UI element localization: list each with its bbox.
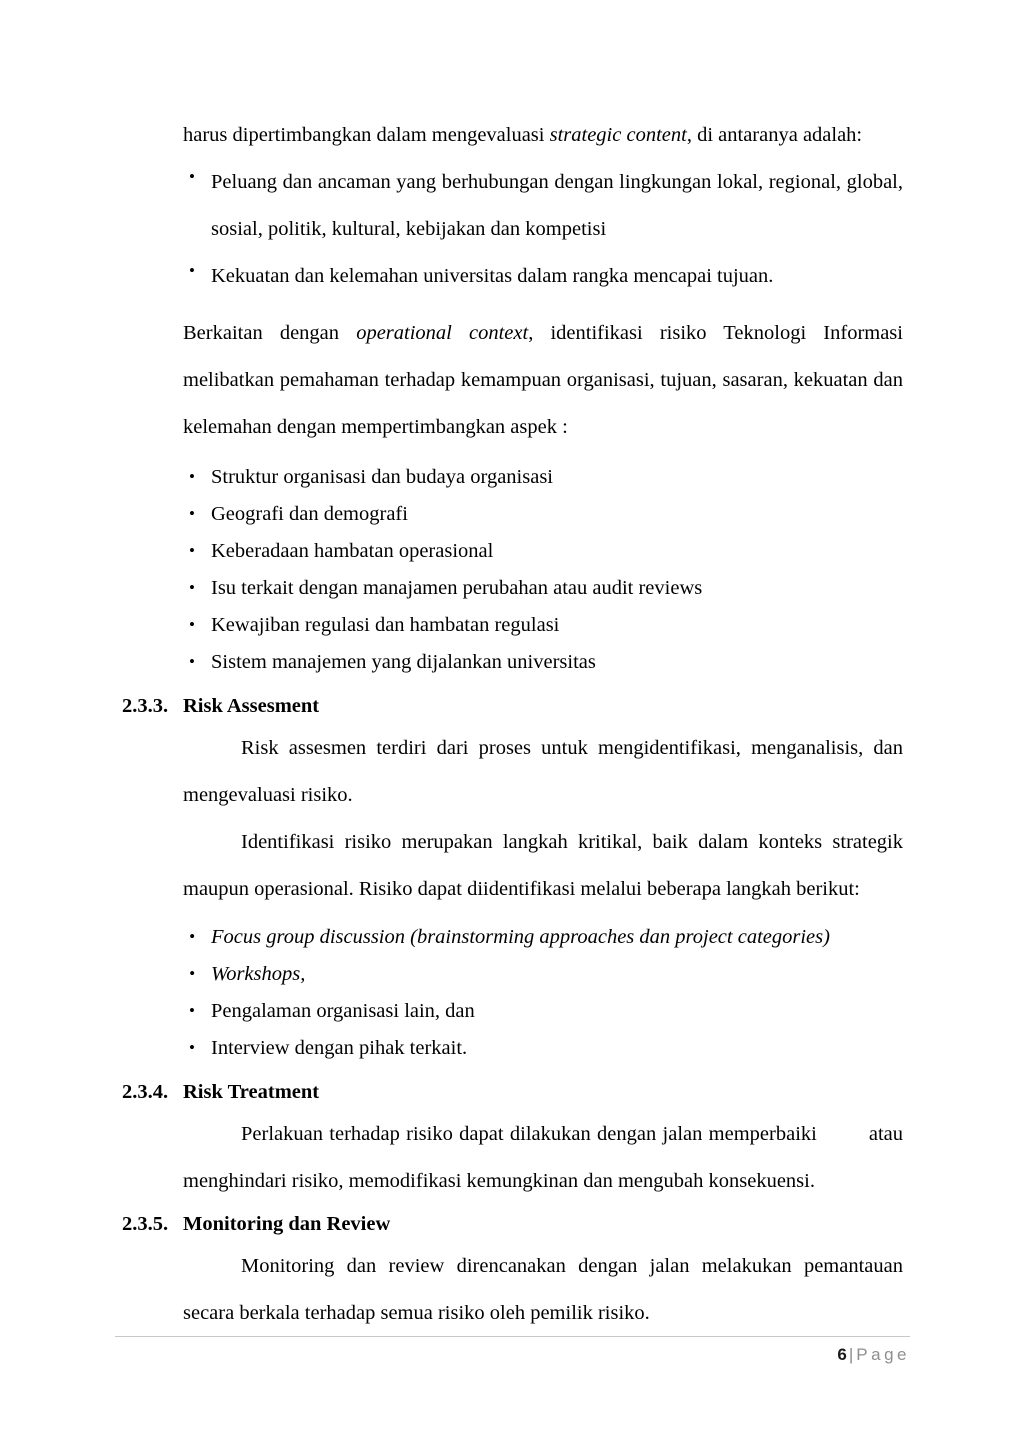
monitoring-review-paragraph: Monitoring dan review direncanakan dengan jalan melakukan pemantauan secara berkala terhadap semua risiko oleh pemilik risiko. [183, 1255, 903, 1324]
risk-assesment-paragraph-1: Risk assesmen terdiri dari proses untuk mengidentifikasi, menganalisis, dan mengevaluasi risiko. [183, 737, 903, 806]
list-item: • Isu terkait dengan manajamen perubahan atau audit reviews [183, 570, 903, 607]
page-content [122, 112, 903, 1337]
footer-page-label: Page [856, 1345, 910, 1364]
list-item: • Kewajiban regulasi dan hambatan regulasi [183, 607, 903, 644]
spacer [183, 300, 903, 310]
list-item: • Workshops, [183, 956, 903, 993]
section-title: Monitoring dan Review [183, 1213, 391, 1235]
page-footer [837, 1341, 910, 1369]
operational-aspects-bullet-list [183, 459, 903, 681]
list-item: • Keberadaan hambatan operasional [183, 533, 903, 570]
intro-paragraph [183, 112, 903, 159]
list-item: • Focus group discussion (brainstorming approaches dan project categories) [183, 919, 903, 956]
operational-text-italic: operational context [356, 322, 529, 344]
operational-text-after: , identifikasi risiko Teknologi Informasi melibatkan pemahaman terhadap kemampuan organisasi, tujuan, sasaran, kekuatan dan kelemahan dengan mempertimbangkan aspek : [183, 322, 903, 438]
list-item: • Geografi dan demografi [183, 496, 903, 533]
section-heading-risk-assesment [122, 687, 903, 725]
section-number: 2.3.3. [122, 695, 169, 717]
risk-identification-bullet-list [183, 919, 903, 1067]
section-heading-monitoring-dan-review [122, 1205, 903, 1243]
intro-text-before: harus dipertimbangkan dalam mengevaluasi [183, 124, 550, 146]
footer-page-number: 6 [837, 1345, 847, 1364]
spacer [183, 451, 903, 459]
list-item: • Sistem manajemen yang dijalankan universitas [183, 644, 903, 681]
list-item: • Pengalaman organisasi lain, dan [183, 993, 903, 1030]
list-item: • Peluang dan ancaman yang berhubungan dengan lingkungan lokal, regional, global, sosial, politik, kultural, kebijakan dan kompetisi [183, 159, 903, 253]
risk-treatment-text-part-2: atau menghindari risiko, memodifikasi kemungkinan dan mengubah konsekuensi. [183, 1123, 903, 1192]
risk-treatment-paragraph [183, 1111, 903, 1205]
list-item: • Interview dengan pihak terkait. [183, 1030, 903, 1067]
footer-divider [115, 1336, 910, 1337]
section-number: 2.3.4. [122, 1081, 169, 1103]
risk-assesment-paragraph-2: Identifikasi risiko merupakan langkah kritikal, baik dalam konteks strategik maupun operasional. Risiko dapat diidentifikasi melalui beberapa langkah berikut: [183, 831, 903, 900]
section-heading-risk-treatment [122, 1073, 903, 1111]
list-item: • Kekuatan dan kelemahan universitas dalam rangka mencapai tujuan. [183, 253, 903, 300]
list-item: • Struktur organisasi dan budaya organisasi [183, 459, 903, 496]
section-number: 2.3.5. [122, 1213, 169, 1235]
strategic-content-bullet-list [183, 159, 903, 300]
section-title: Risk Assesment [183, 695, 320, 717]
intro-text-italic: strategic content [549, 124, 687, 146]
footer-separator: | [848, 1345, 854, 1364]
risk-treatment-text-part-1: Perlakuan terhadap risiko dapat dilakukan dengan jalan memperbaiki [241, 1123, 817, 1145]
operational-text-before: Berkaitan dengan [183, 322, 357, 344]
intro-text-after: , di antaranya adalah: [686, 124, 863, 146]
operational-context-paragraph [183, 310, 903, 451]
section-title: Risk Treatment [183, 1081, 320, 1103]
